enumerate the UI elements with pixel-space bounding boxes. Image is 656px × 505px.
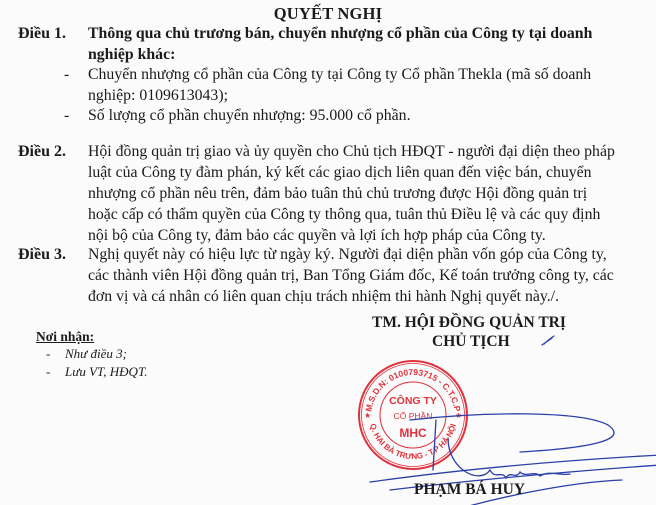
article-line: nhượng cổ phần nêu trên, đảm bảo tuân thủ chủ trương được Hội đồng quản trị <box>88 185 588 202</box>
bullet-dash: - <box>64 66 70 83</box>
article-label: Điều 1. <box>18 25 66 42</box>
svg-text:M.S.D.N: 0100793715 - C.T.C.P: M.S.D.N: 0100793715 - C.T.C.P <box>363 366 463 413</box>
article-label: Điều 3. <box>18 246 66 263</box>
article-line: các thành viên Hội đồng quản trị, Ban Tổng Giám đốc, Kế toán trưởng công ty, các <box>88 267 614 284</box>
svg-text:★: ★ <box>455 411 463 420</box>
svg-text:CÔNG TY: CÔNG TY <box>389 395 437 407</box>
article-line: luật của Công ty đàm phán, ký kết các giao dịch liên quan đến việc bán, chuyển <box>88 164 592 181</box>
bullet-line: Chuyển nhượng cổ phần của Công ty tại Công ty Cổ phần Thekla (mã số doanh <box>88 66 592 83</box>
svg-text:Q. HAI BÀ TRƯNG - T.P HÀ NỘI: Q. HAI BÀ TRƯNG - T.P HÀ NỘI <box>368 422 458 462</box>
article-label: Điều 2. <box>18 143 66 160</box>
bullet-line: Số lượng cổ phần chuyển nhượng: 95.000 cổ phần. <box>88 107 411 124</box>
recipient-dash: - <box>46 364 51 379</box>
article-line: nội bộ của Công ty, đảm bảo các quyền và lợi ích hợp pháp của Công ty. <box>88 227 546 244</box>
recipients-title: Nơi nhận: <box>36 329 95 344</box>
svg-text:CỔ PHẦN: CỔ PHẦN <box>393 411 433 421</box>
on-behalf-title: TM. HỘI ĐỒNG QUẢN TRỊ <box>372 314 566 331</box>
recipient-item: Như điều 3; <box>65 346 127 361</box>
article-heading-line: Thông qua chủ trương bán, chuyển nhượng cổ phần của Công ty tại doanh <box>88 25 593 42</box>
svg-text:MHC: MHC <box>399 426 427 440</box>
signer-name: PHẠM BÁ HUY <box>414 481 526 498</box>
bullet-dash: - <box>64 107 70 124</box>
svg-text:★: ★ <box>364 411 372 420</box>
article-line: Hội đồng quản trị giao và ủy quyền cho Chủ tịch HĐQT - người đại diện theo pháp <box>88 143 615 160</box>
article-line: đơn vị và cá nhân có liên quan chịu trách nhiệm thi hành Nghị quyết này./. <box>88 288 560 305</box>
recipient-item: Lưu VT, HĐQT. <box>65 364 148 379</box>
article-line: Nghị quyết này có hiệu lực từ ngày ký. Người đại diện phần vốn góp của Công ty, <box>88 246 607 263</box>
bullet-line: nghiệp: 0109613043); <box>88 87 228 104</box>
article-heading-line: nghiệp khác: <box>88 46 176 63</box>
document-title: QUYẾT NGHỊ <box>273 4 383 23</box>
position-title: CHỦ TỊCH <box>432 333 510 350</box>
company-stamp-icon <box>357 359 469 471</box>
recipient-dash: - <box>46 346 51 361</box>
article-line: hoặc cấp có thẩm quyền của Công ty thông qua, tuân thủ Điều lệ và các quy định <box>88 206 601 223</box>
